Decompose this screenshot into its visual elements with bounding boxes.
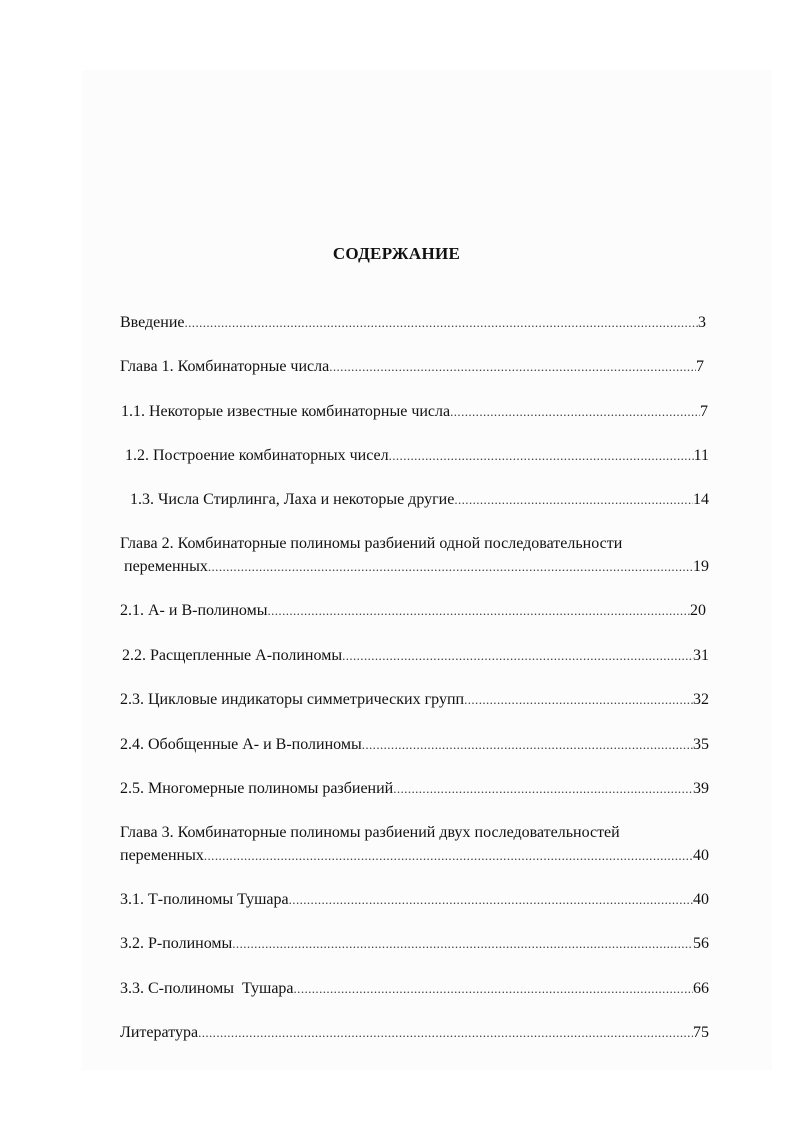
toc-leader [342,646,693,666]
toc-leader [198,1023,693,1043]
toc-entry-chapter-2 [124,557,709,577]
toc-entry-page: 66 [693,980,709,997]
toc-entry-label: 2.1. А- и В-полиномы [120,602,268,619]
toc-entry-label: переменных [124,558,208,575]
toc-entry-chapter-3 [120,846,709,866]
toc-leader [232,934,693,954]
toc-entry-chapter-1 [120,357,704,377]
toc-leader [393,779,693,799]
toc-entry-chapter-3-line-1: Глава 3. Комбинаторные полиномы разбиений двух последовательностей [120,824,620,841]
toc-entry-chapter-2-line-1: Глава 2. Комбинаторные полиномы разбиений одной последовательности [120,535,623,552]
toc-entry-page: 35 [693,736,709,753]
toc-entry-label: Глава 1. Комбинаторные числа [120,358,330,375]
toc-entry-label: 3.1. Т-полиномы Тушара [120,891,289,908]
toc-leader [464,690,693,710]
toc-leader [204,846,693,866]
toc-entry-introduction [120,313,706,333]
toc-entry-label: 1.1. Некоторые известные комбинаторные числа [121,403,451,420]
toc-entry-section-3-2 [120,934,709,954]
toc-entry-page: 31 [693,647,709,664]
toc-entry-page: 75 [693,1024,709,1041]
toc-leader [267,601,690,621]
toc-entry-page: 32 [693,691,709,708]
toc-entry-references [120,1023,709,1043]
toc-entry-section-3-3 [120,979,709,999]
toc-entry-label: переменных [120,847,204,864]
toc-entry-section-1-1 [121,402,708,422]
toc-entry-page: 40 [693,847,709,864]
toc-entry-label: 2.5. Многомерные полиномы разбиений [120,780,394,797]
toc-entry-label: 2.3. Цикловые индикаторы симметрических групп [120,691,465,708]
toc-entry-section-2-1 [120,601,706,621]
toc-leader [294,979,693,999]
toc-entry-page: 20 [690,602,706,619]
toc-leader [454,490,693,510]
toc-entry-label: 2.4. Обобщенные А- и В-полиномы [120,736,362,753]
toc-leader [329,357,696,377]
toc-entry-page: 7 [700,403,708,420]
toc-entry-page: 39 [693,780,709,797]
toc-leader [185,313,699,333]
page-title: СОДЕРЖАНИЕ [332,244,461,263]
toc-entry-page: 40 [693,891,709,908]
toc-leader [450,402,700,422]
toc-entry-label: 2.2. Расщепленные А-полиномы [122,647,343,664]
toc-entry-page: 19 [693,558,709,575]
toc-leader [208,557,693,577]
toc-entry-section-2-5 [120,779,709,799]
toc-entry-page: 56 [693,935,709,952]
toc-leader [389,446,694,466]
toc-entry-page: 11 [693,447,709,464]
toc-entry-label: Литература [120,1024,199,1041]
toc-entry-label: 3.2. Р-полиномы [120,935,233,952]
toc-entry-label: Введение [120,314,185,331]
toc-entry-section-2-2 [122,646,709,666]
toc-entry-label: 3.3. С-полиномы Тушара [120,980,294,997]
toc-entry-section-2-4 [120,735,709,755]
toc-entry-section-1-3 [130,490,709,510]
toc-leader [362,735,693,755]
toc-entry-page: 7 [696,358,704,375]
toc-entry-label: 1.2. Построение комбинаторных чисел [125,447,389,464]
toc-leader [289,890,693,910]
toc-entry-page: 14 [693,491,709,508]
toc-entry-section-2-3 [120,690,709,710]
toc-entry-page: 3 [698,314,706,331]
toc-entry-section-3-1 [120,890,709,910]
toc-entry-section-1-2 [125,446,709,466]
toc-entry-label: 1.3. Числа Стирлинга, Лаха и некоторые другие [130,491,455,508]
